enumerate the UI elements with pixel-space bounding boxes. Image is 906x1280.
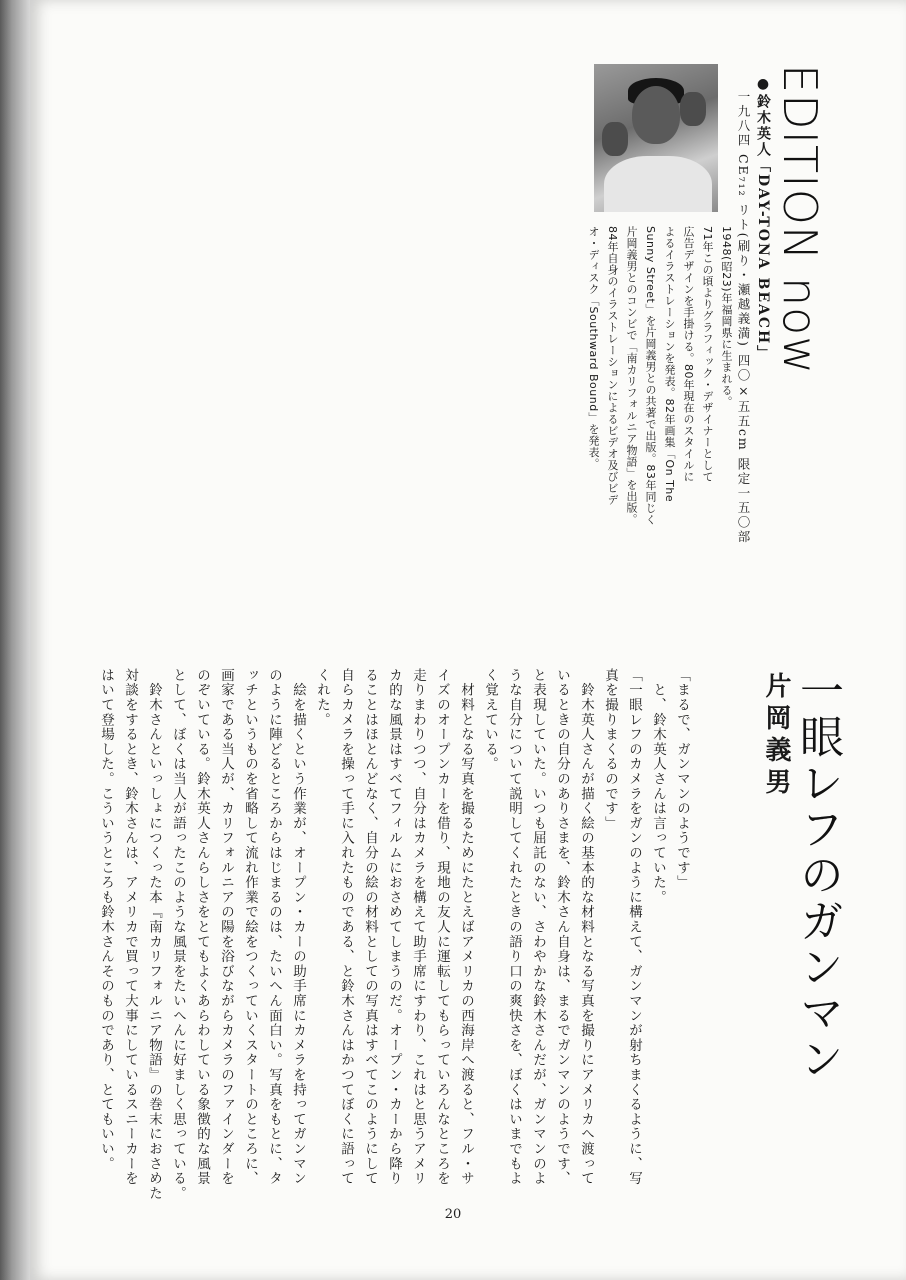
essay-line: 鈴木英人さんが描く絵の基本的な材料となる写真を撮りにアメリカへ渡って <box>578 668 594 1186</box>
essay-line: 材料となる写真を撮るためにたとえばアメリカの西海岸へ渡ると、フル・サ <box>458 668 474 1186</box>
essay-line: のぞいている。鈴木英人さんらしさをとてもよくあらわしている象徴的な風景 <box>194 668 210 1186</box>
bio-line: 71年この頃よりグラフィック・デザイナーとして <box>701 226 714 483</box>
essay-author: 片岡義男 <box>761 672 791 800</box>
artist-work-title <box>753 76 773 361</box>
bio-line: Sunny Street」を片岡義男との共著で出版。83年同じく <box>644 226 657 526</box>
essay-line: ることはほとんどなく、自分の絵の材料としての写真はすべてこのようにして <box>362 668 378 1186</box>
essay-line: 鈴木さんといっしょにつくった本『南カリフォルニア物語』の巻末におさめた <box>146 668 162 1201</box>
bio-line: 84年自身のイラストレーションによるビデオ及びビデ <box>606 226 619 506</box>
bio-line: 片岡義男とのコンビで「南カリフォルニア物語」を出版。 <box>625 226 638 525</box>
essay-line: くれた。 <box>314 668 330 728</box>
essay-line: カ的な風景はすべてフィルムにおさめてしまうのだ。オープン・カーから降り <box>386 668 402 1186</box>
bullet-icon: ● <box>755 76 771 94</box>
essay-line: 真を撮りまくるのです」 <box>602 668 618 831</box>
essay-body <box>94 668 694 1208</box>
essay-line: 画家である当人が、カリフォルニアの陽を浴びながらカメラのファインダーを <box>218 668 234 1186</box>
artist-bio <box>584 226 736 525</box>
essay-line: と、鈴木英人さんは言っていた。 <box>650 668 666 905</box>
essay-line: 「一眼レフのカメラをガンのように構えて、ガンマンが射ちまくるように、写 <box>626 668 642 1186</box>
work-details: 一九八四 CE₇₁₂ リト(刷り・瀬越義満) 四〇×五五cm 限定一五〇部 <box>736 90 751 545</box>
essay-line: のように陣どるところからはじまるのは、たいへん面白い。写真をもとに、タ <box>266 668 282 1186</box>
essay-line: 対談をするとき、鈴木さんは、アメリカで買って大事にしているスニーカーを <box>122 668 138 1186</box>
section-title: EDITION now <box>773 64 827 375</box>
essay-title: 一眼レフのガンマン <box>792 668 843 1082</box>
bio-line: よるイラストレーションを発表。82年画集「On The <box>663 226 676 503</box>
essay-line: 絵を描くという作業が、オープン・カーの助手席にカメラを持ってガンマン <box>290 668 306 1186</box>
essay-line: と表現していた。いつも屈託のない、さわやかな鈴木さんだが、ガンマンのよ <box>530 668 546 1186</box>
essay-line: はいて登場した。こういうところも鈴木さんそのものであり、とてもいい。 <box>98 668 114 1172</box>
essay-line: イズのオープンカーを借り、現地の友人に運転してもらっていろんなところを <box>434 668 450 1186</box>
artist-name-text: 鈴木英人「DAY-TONA BEACH」 <box>755 94 771 362</box>
essay-line: く覚えている。 <box>482 668 498 772</box>
portrait-photo <box>594 64 718 212</box>
essay-line: ッチというものを省略して流れ作業で絵をつくっていくスタートのところに、 <box>242 668 258 1186</box>
essay-line: いるときの自分のありさまを、鈴木さん自身は、まるでガンマンのようです、 <box>554 668 570 1186</box>
essay-line: 走りまわりつつ、自分はカメラを構えて助手席にすわり、これはと思うアメリ <box>410 668 426 1186</box>
bio-line: 広告デザインを手掛ける。80年現在のスタイルに <box>682 226 695 483</box>
essay-line: うな自分について説明してくれたときの語り口の爽快さを、ぼくはいまでもよ <box>506 668 522 1186</box>
page-number: 20 <box>444 1207 462 1222</box>
essay-line: 自らカメラを操って手に入れたものである、と鈴木さんはかつてぼくに語って <box>338 668 354 1186</box>
essay-line: 「まるで、ガンマンのようです」 <box>674 668 690 890</box>
page-gutter-shadow <box>0 0 30 1280</box>
essay-line: として、ぼくは当人が語ったこのような風景をたいへんに好ましく思っている。 <box>170 668 186 1201</box>
bio-line: オ・ディスク「Southward Bound」を発表。 <box>587 226 600 470</box>
bio-line: 1948(昭23)年福岡県に生まれる。 <box>720 226 733 408</box>
